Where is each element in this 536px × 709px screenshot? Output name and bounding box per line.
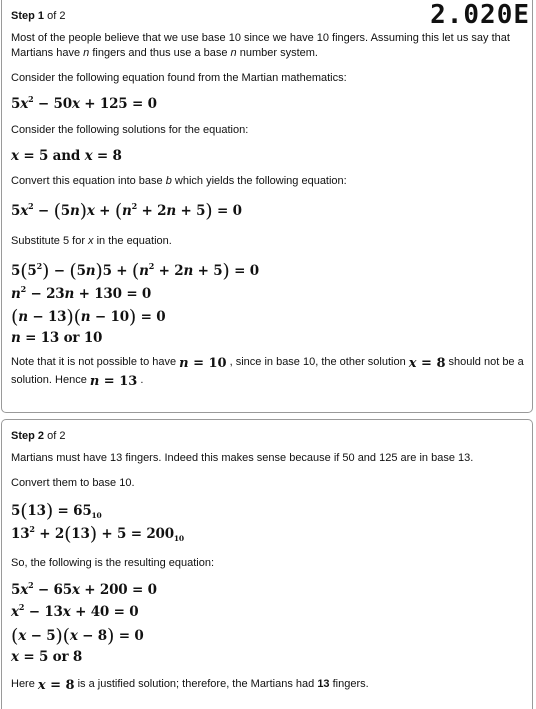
note-line-2: solution. Hence n = 13 . (11, 374, 144, 389)
step-2-line-3: So, the following is the resulting equation: (11, 557, 215, 569)
n-solutions: n = 13 or 10 (11, 330, 103, 346)
substitute-text: Substitute 5 for x in the equation. (11, 235, 172, 247)
factored-in-n: (n − 13)(n − 10) = 0 (11, 306, 166, 328)
intro-line-2: Martians have n fingers and thus use a base n number system. (11, 47, 318, 59)
factored-equation: (x − 5)(x − 8) = 0 (11, 625, 144, 647)
note-line-1: Note that it is not possible to have n = 10 , since in base 10, the other solution x = 8 should not be a (11, 356, 524, 371)
consider-solutions-text: Consider the following solutions for the equation: (11, 124, 249, 136)
step-total: of 2 (47, 430, 66, 442)
conversion-125: $13^2 + 2(13) + 5 = 200_{10}$ (11, 523, 184, 545)
step-label: Step (11, 10, 35, 22)
conversion-50: $5(13) = 65_{10}$ (11, 500, 102, 522)
resulting-equation: $5x^2 - 65x + 200 = 0$ (11, 580, 157, 598)
step-number: 2 (37, 430, 45, 442)
step-number: 1 (37, 10, 45, 22)
given-solutions: x = 5 and x = 8 (11, 148, 122, 164)
step-label: Step (11, 430, 35, 442)
base-n-equation: $5x^2 - (5n)x + (n^2 + 2n + 5) = 0$ (11, 200, 242, 222)
martian-equation: $5x^2 - 50x + 125 = 0$ (11, 94, 157, 112)
step-2-line-2: Convert them to base 10. (11, 477, 135, 489)
step-1-card (1, 0, 533, 413)
substituted-equation: $5(5^2) - (5n)5 + (n^2 + 2n + 5) = 0$ (11, 260, 259, 282)
intro-line-1: Most of the people believe that we use base 10 since we have 10 fingers. Assuming this let us say that (11, 32, 510, 44)
consider-equation-text: Consider the following equation found from the Martian mathematics: (11, 72, 347, 84)
problem-number: 2.020E (430, 0, 530, 30)
convert-text: Convert this equation into base b which yields the following equation: (11, 175, 347, 187)
step-2-card (1, 419, 533, 709)
step-total: of 2 (47, 10, 66, 22)
conclusion-line: Here x = 8 is a justified solution; therefore, the Martians had 13 fingers. (11, 678, 369, 693)
x-solutions: x = 5 or 8 (11, 649, 83, 665)
step-1-header (11, 10, 65, 22)
step-2-line-1: Martians must have 13 fingers. Indeed this makes sense because if 50 and 125 are in base 13. (11, 452, 474, 464)
quadratic-in-n: $n^2 - 23n + 130 = 0$ (11, 284, 152, 302)
simplified-equation: $x^2 - 13x + 40 = 0$ (11, 602, 139, 620)
step-2-header (11, 430, 65, 442)
